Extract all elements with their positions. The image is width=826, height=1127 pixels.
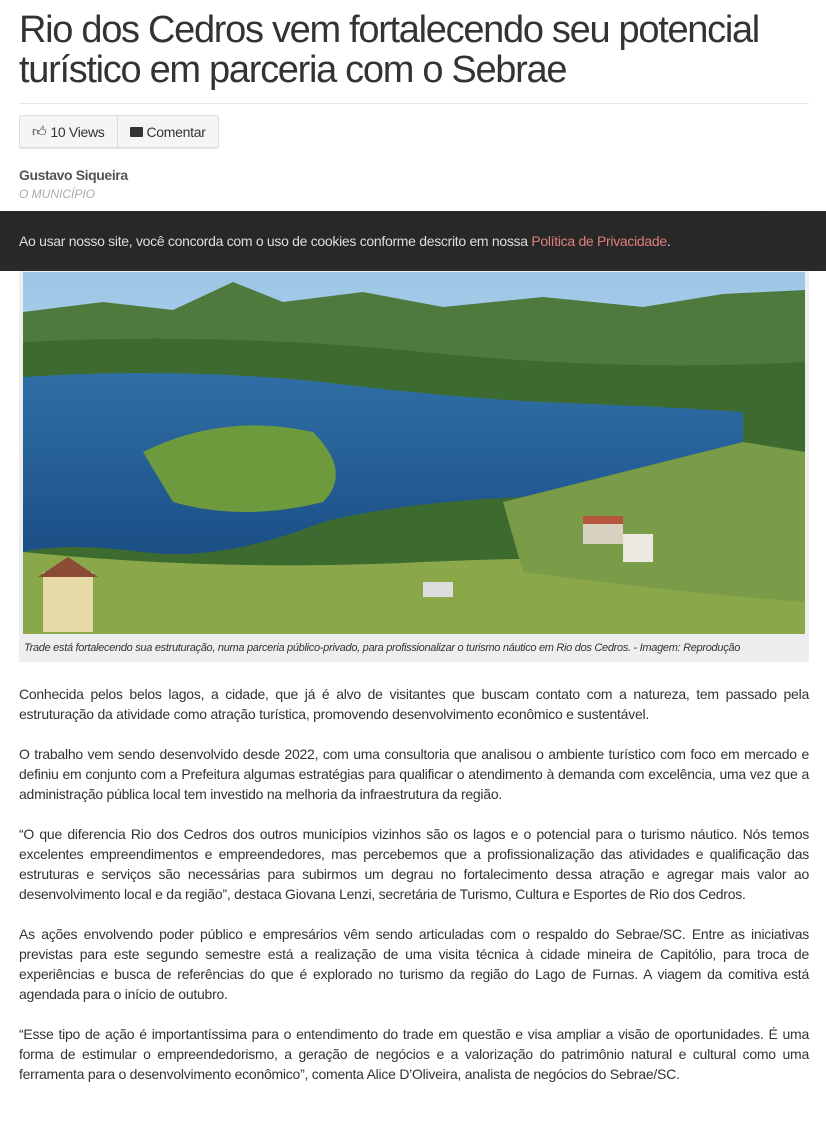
article-body [19, 684, 809, 1104]
comment-icon [130, 127, 143, 137]
paragraph: “Esse tipo de ação é importantíssima para o entendimento do trade em questão e visa ampliar a visão de oportunidades. É uma forma de estimular o empreendedorismo, a geração de negócios e a valorização do patrimônio natural e cultural como uma ferramenta para o desenvolvimento econômico”, comenta Alice D’Oliveira, analista de negócios do Sebrae/SC. [19, 1026, 809, 1082]
paragraph: As ações envolvendo poder público e empresários vêm sendo articuladas com o respaldo do Sebrae/SC. Entre as iniciativas previstas para este segundo semestre está a realização de uma visita técnica à cidade mineira de Capitólio, para troca de experiências e busca de referências do que é explorado no turismo da região do Lago de Furnas. A viagem da comitiva está agendada para o início de outubro. [19, 926, 809, 1002]
comment-label: Comentar [146, 123, 206, 140]
category-label[interactable]: O MUNICÍPIO [19, 187, 96, 201]
cookie-banner [0, 211, 826, 271]
comment-button[interactable] [117, 116, 218, 147]
cookie-message: Ao usar nosso site, você concorda com o uso de cookies conforme descrito em nossa [19, 233, 532, 249]
article-figure [19, 268, 809, 662]
paragraph: Conhecida pelos belos lagos, a cidade, que já é alvo de visitantes que buscam contato com a natureza, tem passado pela estruturação da atividade como atração turística, promovendo desenvolvimento econômico e sustentável. [19, 686, 809, 722]
privacy-policy-link[interactable]: Política de Privacidade [531, 233, 667, 249]
paragraph: O trabalho vem sendo desenvolvido desde 2022, com uma consultoria que analisou o ambiente turístico com foco em mercado e definiu em conjunto com a Prefeitura algumas estratégias para qualificar o atendimento à demanda com excelência, uma vez que a administração pública local tem investido na melhoria da infraestrutura da região. [19, 746, 809, 802]
views-button[interactable] [20, 116, 117, 147]
paragraph: “O que diferencia Rio dos Cedros dos outros municípios vizinhos são os lagos e o potencial para o turismo náutico. Nós temos excelentes empreendimentos e empreendedores, mas percebemos que a profissionalização das atividades e qualificação das estruturas e serviços são necessárias para subirmos um degrau no fortalecimento dessa atração e agregar mais valor ao desenvolvimento local e da região”, destaca Giovana Lenzi, secretária de Turismo, Cultura e Esportes de Rio dos Cedros. [19, 826, 809, 902]
cookie-suffix: . [666, 233, 671, 249]
views-label: 10 Views [50, 123, 105, 140]
image-caption: Trade está fortalecendo sua estruturação, numa parceria público-privado, para profissionalizar o turismo náutico em Rio dos Cedros. - Imagem: Reprodução [24, 642, 741, 654]
divider [19, 103, 809, 104]
author-name[interactable]: Gustavo Siqueira [19, 167, 128, 183]
cookie-text [0, 233, 670, 249]
article-header [0, 10, 826, 201]
article-actions [19, 115, 219, 148]
thumbs-up-icon: 👍︎ [32, 123, 47, 139]
article-title: Rio dos Cedros vem fortalecendo seu potencial turístico em parceria com o Sebrae [19, 9, 759, 91]
lake-landscape-image [23, 272, 805, 634]
